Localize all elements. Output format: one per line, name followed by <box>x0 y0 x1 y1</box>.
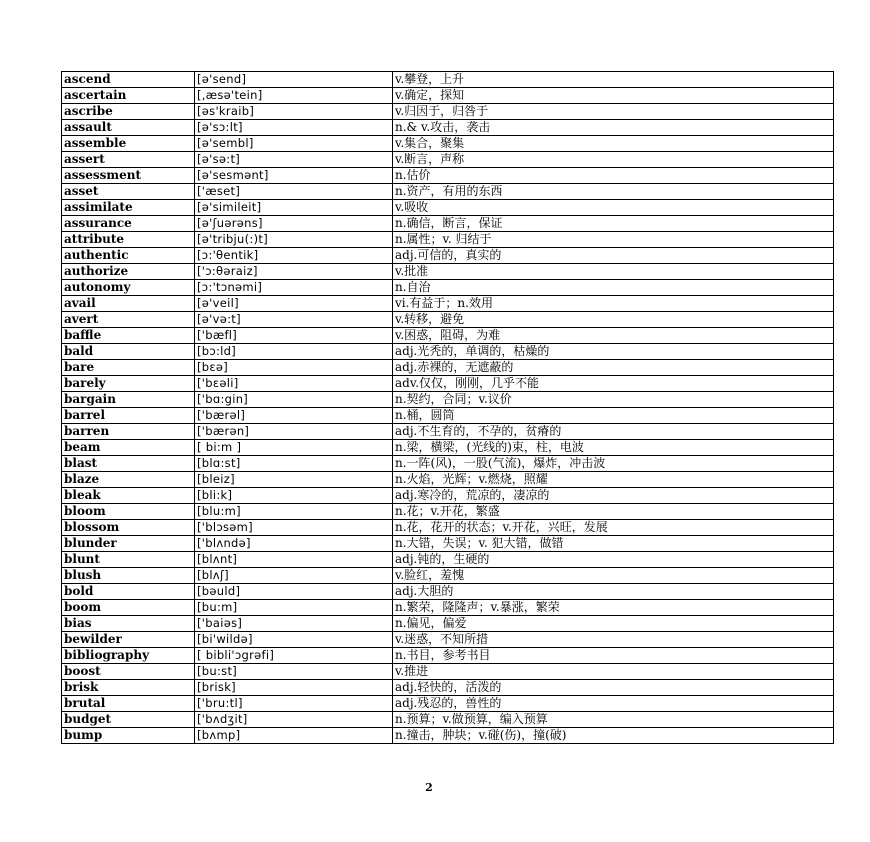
table-row <box>62 536 834 552</box>
table-row <box>62 648 834 664</box>
phonetic-cell: ['bɛəli] <box>195 376 393 392</box>
phonetic-cell: [ə'simileit] <box>195 200 393 216</box>
table-row <box>62 376 834 392</box>
word-cell: boost <box>62 664 195 680</box>
word-cell: assessment <box>62 168 195 184</box>
meaning-cell: n.资产，有用的东西 <box>393 184 834 200</box>
meaning-cell: v.确定，探知 <box>393 88 834 104</box>
meaning-cell: vi.有益于；n.效用 <box>393 296 834 312</box>
table-row <box>62 360 834 376</box>
phonetic-cell: [ɔ:'θentik] <box>195 248 393 264</box>
table-row <box>62 568 834 584</box>
table-row <box>62 408 834 424</box>
phonetic-cell: ['ɔ:θəraiz] <box>195 264 393 280</box>
meaning-cell: adj.轻快的，活泼的 <box>393 680 834 696</box>
word-cell: bargain <box>62 392 195 408</box>
word-cell: ascribe <box>62 104 195 120</box>
word-cell: ascertain <box>62 88 195 104</box>
word-cell: blossom <box>62 520 195 536</box>
word-cell: blush <box>62 568 195 584</box>
word-cell: bias <box>62 616 195 632</box>
phonetic-cell: [bu:st] <box>195 664 393 680</box>
phonetic-cell: [blʌnt] <box>195 552 393 568</box>
word-cell: blunt <box>62 552 195 568</box>
word-cell: assert <box>62 152 195 168</box>
table-row <box>62 728 834 744</box>
table-row <box>62 152 834 168</box>
phonetic-cell: ['bru:tl] <box>195 696 393 712</box>
table-row <box>62 664 834 680</box>
meaning-cell: n.一阵(风)，一股(气流)，爆炸，冲击波 <box>393 456 834 472</box>
phonetic-cell: [ə'sɔ:lt] <box>195 120 393 136</box>
table-row <box>62 616 834 632</box>
meaning-cell: n.撞击，肿块；v.碰(伤)，撞(破) <box>393 728 834 744</box>
word-cell: bibliography <box>62 648 195 664</box>
phonetic-cell: [brisk] <box>195 680 393 696</box>
table-row <box>62 248 834 264</box>
table-row <box>62 168 834 184</box>
word-cell: avert <box>62 312 195 328</box>
phonetic-cell: [ bi:m ] <box>195 440 393 456</box>
word-cell: assemble <box>62 136 195 152</box>
table-row <box>62 184 834 200</box>
meaning-cell: v.批准 <box>393 264 834 280</box>
phonetic-cell: [ bibli'ɔgrəfi] <box>195 648 393 664</box>
word-cell: blunder <box>62 536 195 552</box>
meaning-cell: n.大错，失误；v. 犯大错，做错 <box>393 536 834 552</box>
phonetic-cell: ['blɔsəm] <box>195 520 393 536</box>
word-cell: bald <box>62 344 195 360</box>
table-row <box>62 72 834 88</box>
meaning-cell: adj.可信的，真实的 <box>393 248 834 264</box>
word-cell: brutal <box>62 696 195 712</box>
meaning-cell: n.估价 <box>393 168 834 184</box>
table-row <box>62 280 834 296</box>
table-row <box>62 312 834 328</box>
phonetic-cell: [ə'sesmənt] <box>195 168 393 184</box>
table-row <box>62 232 834 248</box>
table-row <box>62 344 834 360</box>
word-cell: attribute <box>62 232 195 248</box>
table-row <box>62 328 834 344</box>
phonetic-cell: [,æsə'tein] <box>195 88 393 104</box>
meaning-cell: adj.寒冷的，荒凉的，凄凉的 <box>393 488 834 504</box>
phonetic-cell: ['æset] <box>195 184 393 200</box>
phonetic-cell: [ə'tribju(:)t] <box>195 232 393 248</box>
phonetic-cell: [ə'sə:t] <box>195 152 393 168</box>
phonetic-cell: [bɔ:ld] <box>195 344 393 360</box>
table-row <box>62 504 834 520</box>
meaning-cell: v.困惑，阻碍，为难 <box>393 328 834 344</box>
table-row <box>62 696 834 712</box>
phonetic-cell: [bu:m] <box>195 600 393 616</box>
phonetic-cell: [ɔ:'tɔnəmi] <box>195 280 393 296</box>
table-row <box>62 632 834 648</box>
table-row <box>62 584 834 600</box>
meaning-cell: adj.赤裸的，无遮蔽的 <box>393 360 834 376</box>
word-cell: bare <box>62 360 195 376</box>
meaning-cell: n.& v.攻击，袭击 <box>393 120 834 136</box>
phonetic-cell: [əs'kraib] <box>195 104 393 120</box>
phonetic-cell: ['bærən] <box>195 424 393 440</box>
phonetic-cell: [bleiz] <box>195 472 393 488</box>
table-row <box>62 440 834 456</box>
phonetic-cell: [bi'wildə] <box>195 632 393 648</box>
word-cell: bleak <box>62 488 195 504</box>
table-row <box>62 600 834 616</box>
table-row <box>62 120 834 136</box>
meaning-cell: v.断言，声称 <box>393 152 834 168</box>
meaning-cell: n.自治 <box>393 280 834 296</box>
word-cell: baffle <box>62 328 195 344</box>
meaning-cell: n.书目，参考书目 <box>393 648 834 664</box>
table-row <box>62 472 834 488</box>
phonetic-cell: ['bæfl] <box>195 328 393 344</box>
table-row <box>62 104 834 120</box>
meaning-cell: v.吸收 <box>393 200 834 216</box>
meaning-cell: n.花；v.开花，繁盛 <box>393 504 834 520</box>
meaning-cell: v.攀登，上升 <box>393 72 834 88</box>
meaning-cell: n.繁荣，隆隆声；v.暴涨，繁荣 <box>393 600 834 616</box>
table-row <box>62 520 834 536</box>
word-cell: authentic <box>62 248 195 264</box>
phonetic-cell: ['baiəs] <box>195 616 393 632</box>
word-cell: budget <box>62 712 195 728</box>
word-cell: barrel <box>62 408 195 424</box>
word-cell: ascend <box>62 72 195 88</box>
table-row <box>62 392 834 408</box>
word-cell: authorize <box>62 264 195 280</box>
meaning-cell: n.桶，圆筒 <box>393 408 834 424</box>
word-cell: bump <box>62 728 195 744</box>
word-cell: brisk <box>62 680 195 696</box>
meaning-cell: v.转移，避免 <box>393 312 834 328</box>
phonetic-cell: [blɑ:st] <box>195 456 393 472</box>
table-row <box>62 296 834 312</box>
phonetic-cell: ['bʌdʒit] <box>195 712 393 728</box>
phonetic-cell: [ə'ʃuərəns] <box>195 216 393 232</box>
meaning-cell: adj.残忍的，兽性的 <box>393 696 834 712</box>
meaning-cell: adj.不生育的，不孕的，贫瘠的 <box>393 424 834 440</box>
phonetic-cell: ['bɑ:gin] <box>195 392 393 408</box>
table-row <box>62 680 834 696</box>
word-cell: asset <box>62 184 195 200</box>
word-cell: autonomy <box>62 280 195 296</box>
phonetic-cell: [ə'və:t] <box>195 312 393 328</box>
meaning-cell: adv.仅仅，刚刚，几乎不能 <box>393 376 834 392</box>
word-cell: avail <box>62 296 195 312</box>
meaning-cell: v.迷惑，不知所措 <box>393 632 834 648</box>
table-row <box>62 88 834 104</box>
meaning-cell: adj.大胆的 <box>393 584 834 600</box>
phonetic-cell: [ə'sembl] <box>195 136 393 152</box>
word-cell: barren <box>62 424 195 440</box>
meaning-cell: v.脸红，羞愧 <box>393 568 834 584</box>
meaning-cell: adj.钝的，生硬的 <box>393 552 834 568</box>
meaning-cell: n.梁，横梁，(光线的)束，柱，电波 <box>393 440 834 456</box>
word-cell: assault <box>62 120 195 136</box>
meaning-cell: v.集合，聚集 <box>393 136 834 152</box>
table-row <box>62 712 834 728</box>
word-cell: barely <box>62 376 195 392</box>
vocabulary-table <box>61 71 834 744</box>
table-row <box>62 136 834 152</box>
phonetic-cell: ['blʌndə] <box>195 536 393 552</box>
meaning-cell: n.契约，合同；v.议价 <box>393 392 834 408</box>
meaning-cell: v.归因于，归咎于 <box>393 104 834 120</box>
word-cell: beam <box>62 440 195 456</box>
word-cell: boom <box>62 600 195 616</box>
meaning-cell: n.预算；v.做预算，编入预算 <box>393 712 834 728</box>
word-cell: assimilate <box>62 200 195 216</box>
word-cell: bloom <box>62 504 195 520</box>
table-row <box>62 264 834 280</box>
phonetic-cell: [bʌmp] <box>195 728 393 744</box>
phonetic-cell: ['bærəl] <box>195 408 393 424</box>
phonetic-cell: [bəuld] <box>195 584 393 600</box>
meaning-cell: v.推进 <box>393 664 834 680</box>
phonetic-cell: [bɛə] <box>195 360 393 376</box>
table-row <box>62 424 834 440</box>
phonetic-cell: [bli:k] <box>195 488 393 504</box>
vocabulary-table-body <box>62 72 834 744</box>
table-row <box>62 216 834 232</box>
meaning-cell: adj.光秃的，单调的，枯燥的 <box>393 344 834 360</box>
meaning-cell: n.偏见，偏爱 <box>393 616 834 632</box>
meaning-cell: n.确信，断言，保证 <box>393 216 834 232</box>
word-cell: bold <box>62 584 195 600</box>
phonetic-cell: [blu:m] <box>195 504 393 520</box>
meaning-cell: n.属性；v. 归结于 <box>393 232 834 248</box>
word-cell: assurance <box>62 216 195 232</box>
table-row <box>62 456 834 472</box>
table-row <box>62 488 834 504</box>
phonetic-cell: [ə'send] <box>195 72 393 88</box>
word-cell: bewilder <box>62 632 195 648</box>
phonetic-cell: [ə'veil] <box>195 296 393 312</box>
word-cell: blast <box>62 456 195 472</box>
phonetic-cell: [blʌʃ] <box>195 568 393 584</box>
page-number: 2 <box>425 781 433 794</box>
word-cell: blaze <box>62 472 195 488</box>
meaning-cell: n.火焰，光辉；v.燃烧，照耀 <box>393 472 834 488</box>
table-row <box>62 200 834 216</box>
meaning-cell: n.花，花开的状态；v.开花，兴旺，发展 <box>393 520 834 536</box>
table-row <box>62 552 834 568</box>
